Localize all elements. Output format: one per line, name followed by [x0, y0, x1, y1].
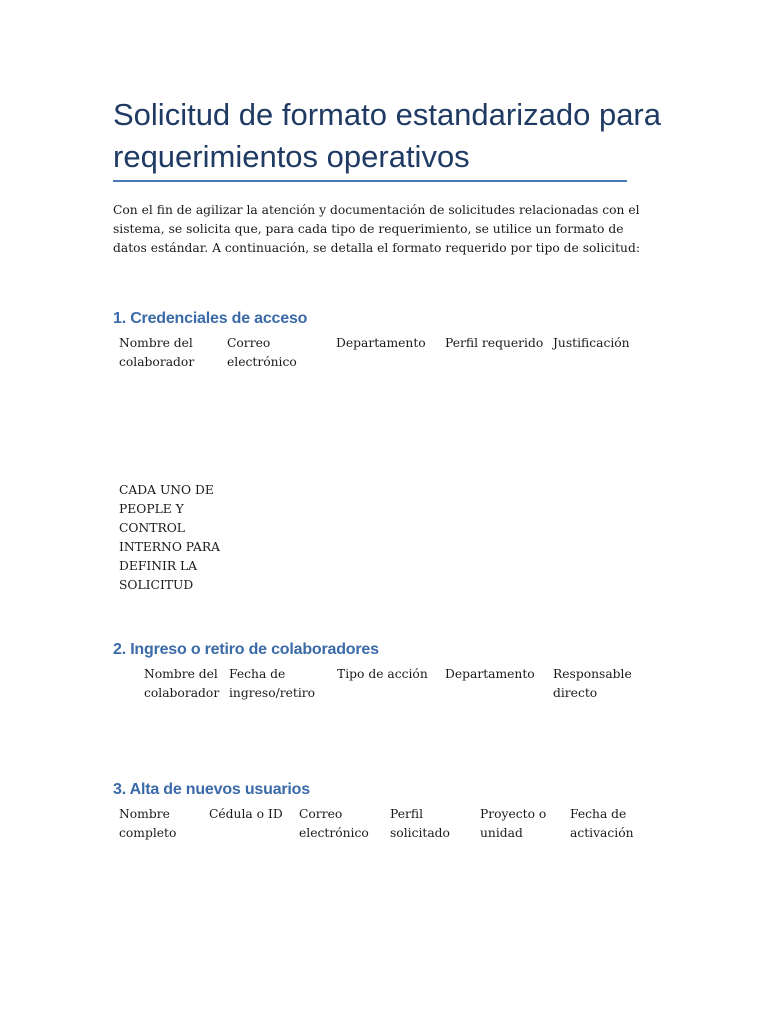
column-header: Tipo de acción — [337, 667, 428, 681]
column-header: Fecha de ingreso/retiro — [229, 667, 316, 700]
title-underline — [113, 180, 627, 182]
column-header: Correo electrónico — [227, 336, 297, 369]
column-header: Cédula o ID — [209, 807, 283, 821]
column-header: Perfil solicitado — [390, 807, 450, 840]
column-header: Justificación — [553, 336, 630, 350]
section-heading-alta-usuarios: 3. Alta de nuevos usuarios — [113, 781, 310, 798]
column-header: Nombre del colaborador — [144, 667, 220, 700]
column-header: Nombre completo — [119, 807, 177, 840]
column-header: Correo electrónico — [299, 807, 369, 840]
column-header: Departamento — [336, 336, 426, 350]
section-heading-ingreso-retiro: 2. Ingreso o retiro de colaboradores — [113, 641, 379, 658]
intro-paragraph: Con el fin de agilizar la atención y documentación de solicitudes relacionadas con el sistema, se solicita que, para cada tipo de requerimiento, se utilice un formato de datos estándar. A continuación, se detalla el formato requerido por tipo de solicitud: — [113, 203, 640, 255]
column-header: Nombre del colaborador — [119, 336, 195, 369]
column-header: Perfil requerido — [445, 336, 544, 350]
column-header: Departamento — [445, 667, 535, 681]
section-heading-credenciales: 1. Credenciales de acceso — [113, 310, 308, 327]
column-header: Fecha de activación — [570, 807, 634, 840]
section-1-note: CADA UNO DE PEOPLE Y CONTROL INTERNO PARA DEFINIR LA SOLICITUD — [119, 483, 220, 592]
column-header: Responsable directo — [553, 667, 632, 700]
column-header: Proyecto o unidad — [480, 807, 547, 840]
document-title: Solicitud de formato estandarizado para requerimientos operativos — [113, 97, 661, 174]
